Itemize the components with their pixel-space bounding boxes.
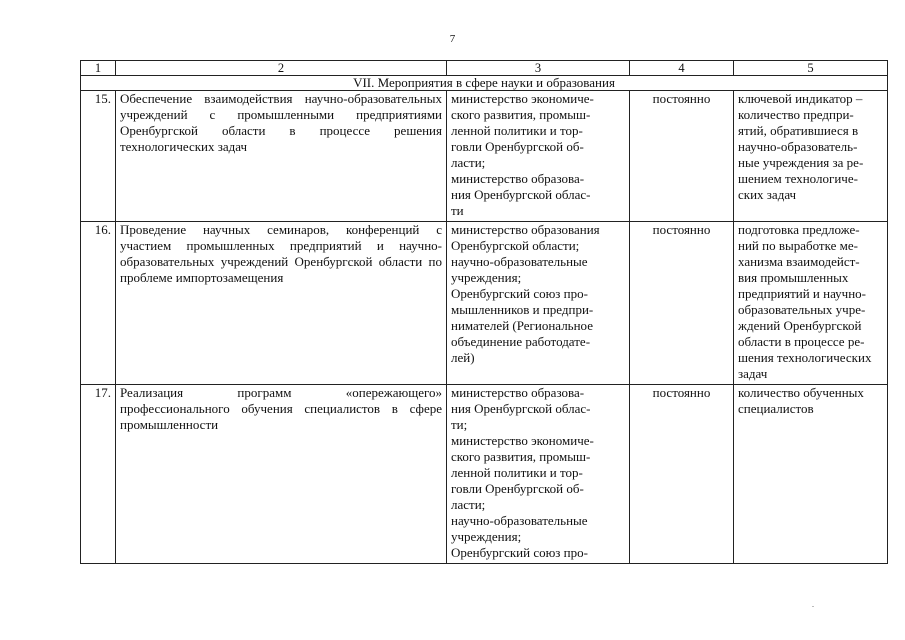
result-cell: количество обученных специалистов [734,385,888,564]
row-number: 16. [81,222,116,385]
row-number: 15. [81,91,116,222]
table-row [81,91,888,222]
deadline-cell: постоянно [630,222,734,385]
activity-cell: Обеспечение взаимодействия научно-образовательных учреждений с промышленными предприятиями Оренбургской области в процессе решения технологических задач [116,91,447,222]
measures-table [80,60,888,564]
result-cell: ключевой индикатор – количество предпри- ятий, обратившиеся в научно-образователь- ные учреждения за ре- шением технологиче- ских задач [734,91,888,222]
executor-cell: министерство экономиче- ского развития, промыш- ленной политики и тор- говли Оренбургской об- ласти; министерство образова- ния Оренбургской облас- ти [447,91,630,222]
column-number-row [81,61,888,76]
scan-speck [812,606,814,607]
section-row [81,76,888,91]
activity-cell: Реализация программ «опережающего» профессионального обучения специалистов в сфере промышленности [116,385,447,564]
deadline-cell: постоянно [630,385,734,564]
executor-cell: министерство образова- ния Оренбургской облас- ти; министерство экономиче- ского развития, промыш- ленной политики и тор- говли Оренбургской об- ласти; научно-образовательные учреждения; Оренбургский союз про- [447,385,630,564]
column-number: 5 [734,61,888,76]
result-cell: подготовка предложе- ний по выработке ме- ханизма взаимодейст- вия промышленных предприятий и научно- образовательных учре- ждений Оренбургской области в процессе ре- шения технологических задач [734,222,888,385]
column-number: 1 [81,61,116,76]
executor-cell: министерство образования Оренбургской области; научно-образовательные учреждения; Оренбургский союз про- мышленников и предпри- нимателей (Региональное объединение работодате- лей) [447,222,630,385]
column-number: 2 [116,61,447,76]
column-number: 4 [630,61,734,76]
activity-cell: Проведение научных семинаров, конференций с участием промышленных предприятий и научно-образовательных учреждений Оренбургской области по проблеме импортозамещения [116,222,447,385]
page-number: 7 [449,33,456,45]
table-row [81,385,888,564]
row-number: 17. [81,385,116,564]
section-title: VII. Мероприятия в сфере науки и образования [81,76,888,91]
column-number: 3 [447,61,630,76]
deadline-cell: постоянно [630,91,734,222]
table-row [81,222,888,385]
